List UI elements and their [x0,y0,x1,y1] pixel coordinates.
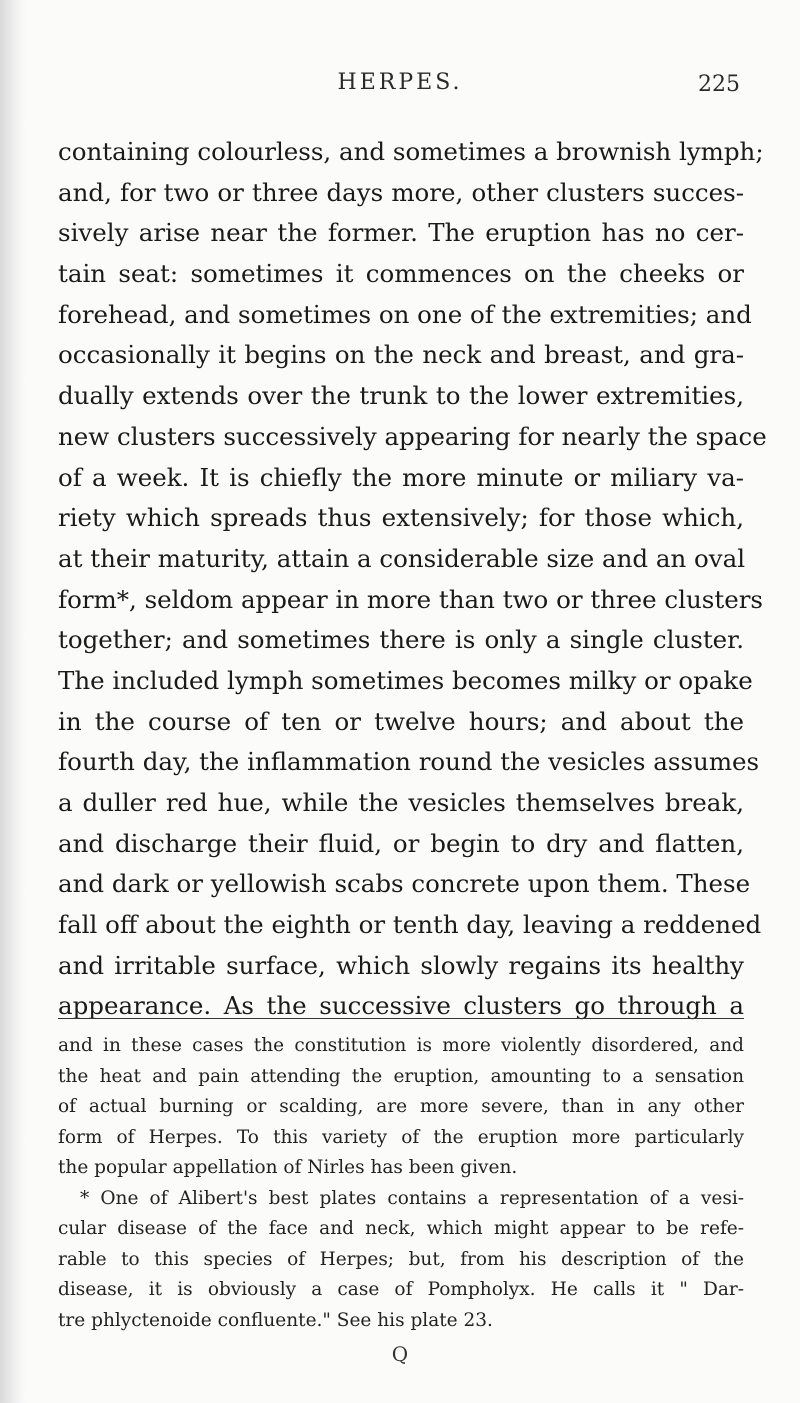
footnote-line: rable to this species of Herpes; but, from his description of the [58,1248,744,1270]
page-gutter-shadow [0,0,26,1403]
running-title: HERPES. [337,70,463,95]
footnote-line: and in these cases the constitution is more violently disordered, and [58,1035,744,1056]
body-line: together; and sometimes there is only a single cluster. [58,625,744,655]
body-line: riety which spreads thus extensively; for those which, [58,503,744,533]
footnote-line: cular disease of the face and neck, which might appear to be refe- [58,1218,744,1239]
footnote-line: form of Herpes. To this variety of the eruption more particularly [58,1126,744,1148]
body-line: in the course of ten or twelve hours; and about the [58,706,744,736]
footnote-line: the popular appellation of Nirles has been given. [58,1157,518,1178]
body-line: containing colourless, and sometimes a brownish lymph; [58,137,764,166]
body-line: and, for two or three days more, other clusters succes- [58,177,744,207]
body-line: dually extends over the trunk to the lower extremities, [58,381,744,411]
footnote-rule [58,1018,744,1019]
footnote-line: disease, it is obviously a case of Pompholyx. He calls it " Dar- [58,1279,744,1300]
footnote-line: the heat and pain attending the eruption, amounting to a sensation [58,1065,744,1087]
body-line: and dark or yellowish scabs concrete upon them. These [58,869,751,899]
body-text [58,132,767,1027]
body-line: appearance. As the successive clusters go through a [58,991,744,1021]
body-line: and irritable surface, which slowly regains its healthy [58,950,744,980]
body-line: fourth day, the inflammation round the vesicles assumes [58,747,760,777]
body-line: of a week. It is chiefly the more minute or miliary va- [58,462,744,492]
body-line: form*, seldom appear in more than two or three clusters [58,584,763,614]
footnote-line: tre phlyctenoide confluente." See his plate 23. [58,1309,493,1331]
body-line: fall off about the eighth or tenth day, leaving a reddened [58,910,762,940]
body-line: occasionally it begins on the neck and breast, and gra- [58,340,744,370]
footnote-line: of actual burning or scalding, are more severe, than in any other [58,1096,744,1117]
footnotes [58,1031,744,1336]
body-line: a duller red hue, while the vesicles themselves break, [58,788,744,817]
body-line: The included lymph sometimes becomes milky or opake [58,665,753,695]
body-line: tain seat: sometimes it commences on the cheeks or [58,259,744,289]
signature-mark: Q [391,1342,409,1366]
body-line: forehead, and sometimes on one of the extremities; and [58,299,752,329]
body-line: and discharge their fluid, or begin to dry and flatten, [58,828,744,858]
footnote-line: * One of Alibert's best plates contains a representation of a vesi- [80,1187,744,1209]
page-number: 225 [698,72,740,97]
body-line: at their maturity, attain a considerable size and an oval [58,543,746,573]
body-line: sively arise near the former. The eruption has no cer- [58,218,744,248]
body-line: new clusters successively appearing for nearly the space [58,421,767,451]
